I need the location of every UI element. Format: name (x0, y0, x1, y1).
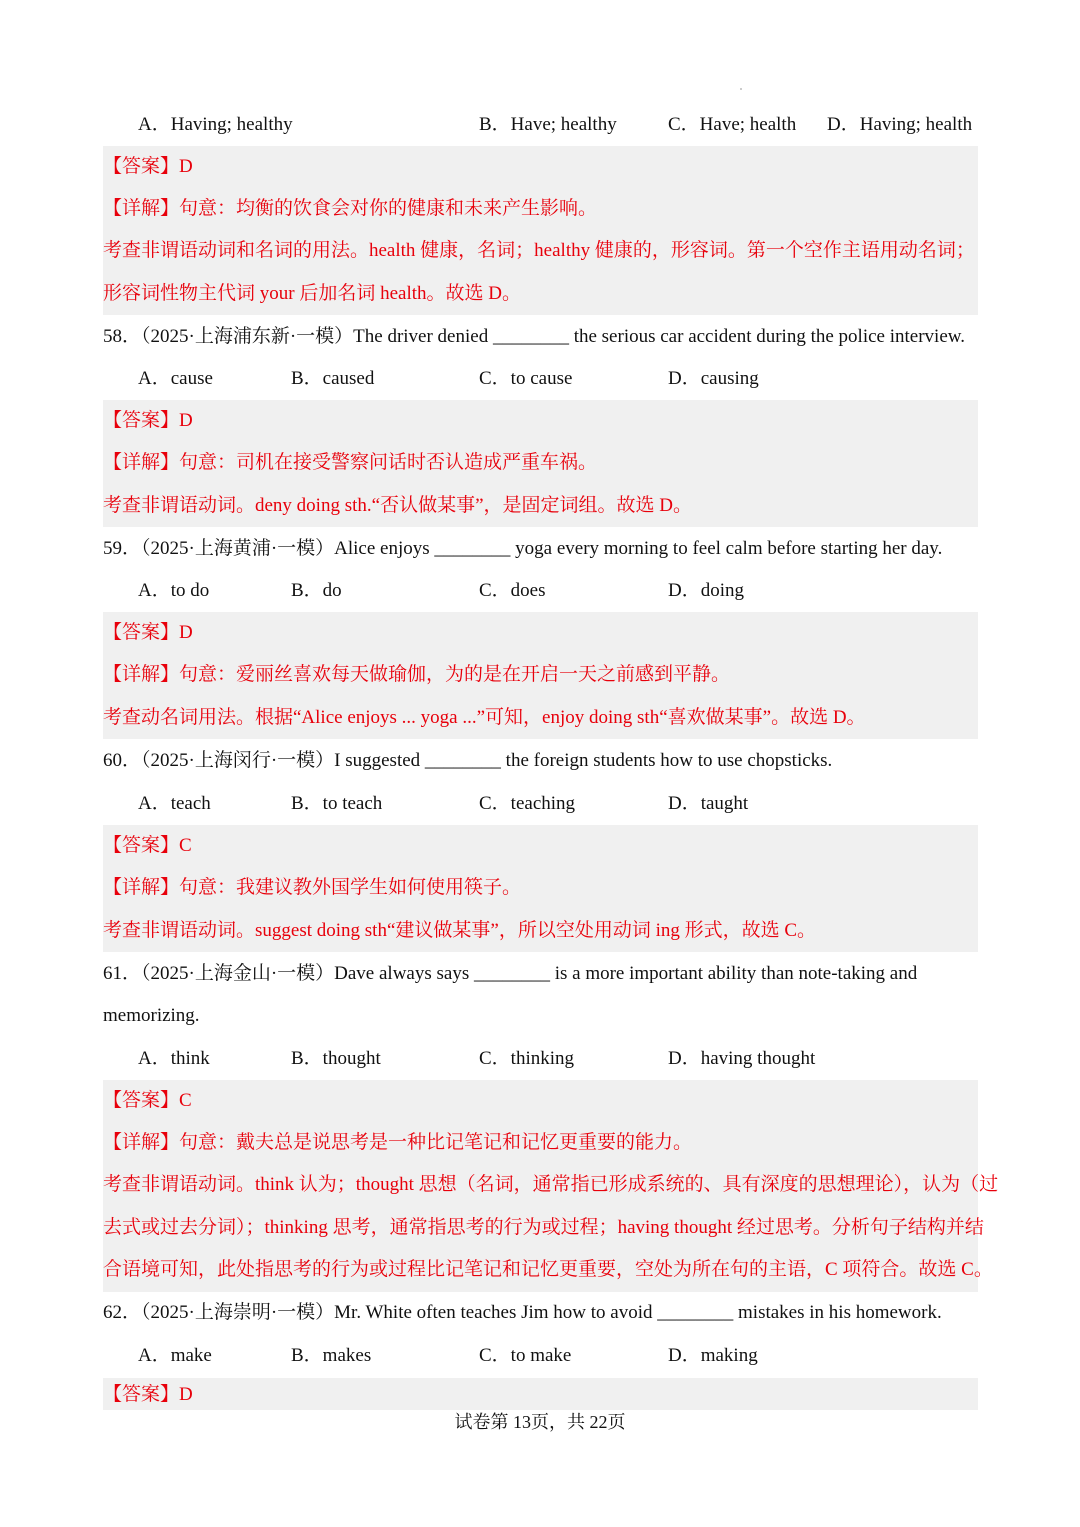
q58-option-a: A．cause (138, 368, 213, 389)
scan-speck (740, 88, 742, 90)
q61-answer: 【答案】C (103, 1090, 192, 1111)
q60-option-c: C．teaching (479, 793, 576, 814)
q61-stem-continued: memorizing. (103, 1005, 200, 1026)
q62-option-b: B．makes (291, 1345, 372, 1366)
q61-explain-line: 合语境可知，此处指思考的行为或过程比记笔记和记忆更重要，空处为所在句的主语，C 项符合。故选 C。 (103, 1259, 993, 1280)
q58-option-b: B．caused (291, 368, 375, 389)
q61-explain-line: 考查非谓语动词。think 认为；thought 思想（名词，通常指已形成系统的、具有深度的思想理论），认为（过 (103, 1174, 999, 1195)
q59-explain-line: 考查动名词用法。根据“Alice enjoys ... yoga ...”可知，enjoy doing sth“喜欢做某事”。故选 D。 (103, 707, 866, 728)
q62-options (103, 1336, 983, 1376)
q62-option-c: C．to make (479, 1345, 572, 1366)
q62-option-a: A．make (138, 1345, 212, 1366)
q61-options (103, 1039, 983, 1079)
q61-option-b: B．thought (291, 1048, 381, 1069)
q61-explain-line: 去式或过去分词）；thinking 思考，通常指思考的行为或过程；having thought 经过思考。分析句子结构并结 (103, 1217, 984, 1238)
q61-explain-meaning: 【详解】句意：戴夫总是说思考是一种比记笔记和记忆更重要的能力。 (103, 1132, 693, 1153)
q57-answer: 【答案】D (103, 156, 193, 177)
q60-options (103, 784, 983, 824)
q59-options (103, 571, 983, 611)
q60-stem: 60．（2025·上海闵行·一模）I suggested ________ the foreign students how to use chopsticks. (103, 750, 833, 771)
q57-option-c: C．Have; health (668, 114, 797, 135)
q57-explain-meaning: 【详解】句意：均衡的饮食会对你的健康和未来产生影响。 (103, 198, 598, 219)
q60-answer: 【答案】C (103, 835, 192, 856)
q59-answer: 【答案】D (103, 622, 193, 643)
q62-answer: 【答案】D (103, 1384, 193, 1405)
q58-options (103, 359, 983, 399)
q59-option-b: B．do (291, 580, 342, 601)
q58-explain-meaning: 【详解】句意：司机在接受警察问话时否认造成严重车祸。 (103, 452, 598, 473)
q60-explain-line: 考查非谓语动词。suggest doing sth“建议做某事”，所以空处用动词 ing 形式，故选 C。 (103, 920, 817, 941)
q57-explain-line: 考查非谓语动词和名词的用法。health 健康，名词；healthy 健康的，形容词。第一个空作主语用动名词； (103, 240, 975, 261)
q61-option-d: D．having thought (668, 1048, 816, 1069)
q58-option-c: C．to cause (479, 368, 573, 389)
q60-explain-meaning: 【详解】句意：我建议教外国学生如何使用筷子。 (103, 877, 522, 898)
q57-options (103, 105, 983, 145)
q61-stem: 61．（2025·上海金山·一模）Dave always says ________ is a more important ability than note-taking and (103, 963, 918, 984)
q57-option-a: A．Having; healthy (138, 114, 293, 135)
q60-option-d: D．taught (668, 793, 749, 814)
page-footer: 试卷第 13页，共 22页 (454, 1412, 626, 1432)
q58-explain-line: 考查非谓语动词。deny doing sth.“否认做某事”，是固定词组。故选 D。 (103, 495, 692, 516)
q61-option-c: C．thinking (479, 1048, 575, 1069)
q59-option-c: C．does (479, 580, 546, 601)
q61-option-a: A．think (138, 1048, 210, 1069)
q59-option-a: A．to do (138, 580, 210, 601)
q60-option-b: B．to teach (291, 793, 383, 814)
q59-option-d: D．doing (668, 580, 745, 601)
q59-explain-meaning: 【详解】句意：爱丽丝喜欢每天做瑜伽，为的是在开启一天之前感到平静。 (103, 664, 731, 685)
q62-stem: 62．（2025·上海崇明·一模）Mr. White often teaches Jim how to avoid ________ mistakes in his homework. (103, 1302, 942, 1323)
q58-stem: 58．（2025·上海浦东新·一模）The driver denied ________ the serious car accident during the police interview. (103, 326, 965, 347)
q57-option-d: D．Having; health (827, 114, 973, 135)
q60-option-a: A．teach (138, 793, 211, 814)
q58-option-d: D．causing (668, 368, 759, 389)
q57-explain-line: 形容词性物主代词 your 后加名词 health。故选 D。 (103, 283, 521, 304)
q58-answer: 【答案】D (103, 410, 193, 431)
q62-option-d: D．making (668, 1345, 758, 1366)
q57-option-b: B．Have; healthy (479, 114, 617, 135)
q59-stem: 59．（2025·上海黄浦·一模）Alice enjoys ________ yoga every morning to feel calm before starting her day. (103, 538, 943, 559)
